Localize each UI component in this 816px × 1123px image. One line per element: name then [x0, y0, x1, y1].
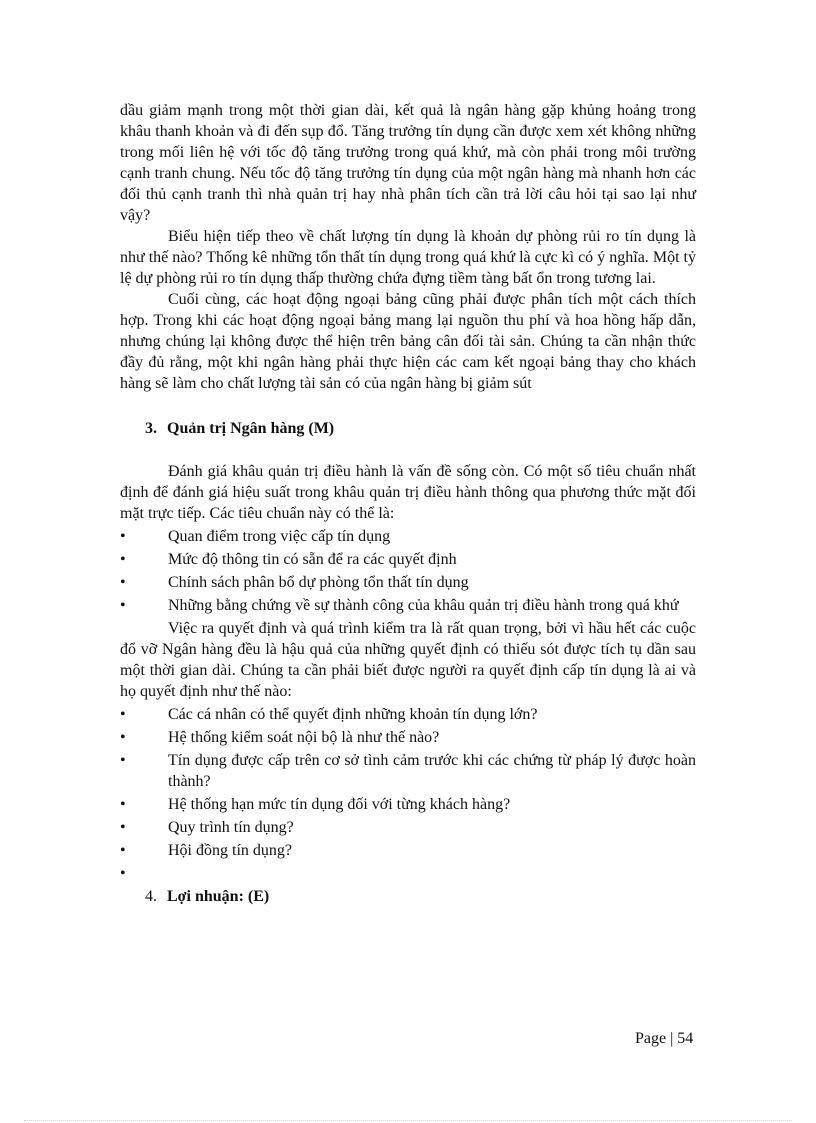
list-item: • Các cá nhân có thể quyết định những khoản tín dụng lớn? [120, 706, 538, 723]
questions-list [120, 704, 696, 884]
bullet-icon: • [120, 551, 126, 568]
paragraph-credit-provision: Biểu hiện tiếp theo về chất lượng tín dụng là khoản dự phòng rủi ro tín dụng là như thế nào? Thống kê những tổn thất tín dụng trong quá khứ là cực kì có ý nghĩa. Một tỷ lệ dự phòng rủi ro tín dụng thấp thường chứa đựng tiềm tàng bất ổn trong tương lai. [120, 228, 696, 287]
page-number-footer: Page | 54 [635, 1030, 694, 1047]
criteria-list [120, 526, 696, 616]
list-item: • Chính sách phân bổ dự phòng tổn thất tín dụng [120, 574, 469, 591]
bullet-icon: • [120, 842, 126, 859]
list-item [120, 863, 696, 884]
bullet-icon: • [120, 597, 126, 614]
intro-paragraph: dầu giảm mạnh trong một thời gian dài, kết quả là ngân hàng gặp khủng hoảng trong khâu thanh khoản và đi đến sụp đổ. Tăng trưởng tín dụng cần được xem xét không những trong mối liên hệ với tốc độ tăng trưởng trong quá khứ, mà còn phải trong môi trường cạnh tranh chung. Nếu tốc độ tăng trưởng tín dụng của một ngân hàng mà nhanh hơn các đối thủ cạnh tranh thì nhà quản trị hay nhà phân tích cần trả lời câu hỏi tại sao lại như vậy? [120, 102, 696, 224]
section-4-heading [145, 886, 696, 907]
section-4-title: Lợi nhuận: (E) [167, 888, 270, 905]
section-4-number: 4. [145, 888, 157, 905]
paragraph-off-balance: Cuối cùng, các hoạt động ngoại bảng cũng phải được phân tích một cách thích hợp. Trong khi các hoạt động ngoại bảng mang lại nguồn thu phí và hoa hồng hấp dẫn, nhưng chúng lại không được thể hiện trên bảng cân đối tài sản. Chúng ta cần nhận thức đầy đủ rằng, một khi ngân hàng phải thực hiện các cam kết ngoại bảng thay cho khách hàng sẽ làm cho chất lượng tài sản có của ngân hàng bị giảm sút [120, 291, 696, 392]
bullet-icon: • [120, 528, 126, 545]
section-3-number: 3. [145, 420, 157, 437]
section-3-paragraph-1: Đánh giá khâu quản trị điều hành là vấn đề sống còn. Có một số tiêu chuẩn nhất định để đánh giá hiệu suất trong khâu quản trị điều hành thông qua phương thức mặt đối mặt trực tiếp. Các tiêu chuẩn này có thể là: [120, 463, 696, 522]
section-3-paragraph-2: Việc ra quyết định và quá trình kiểm tra là rất quan trọng, bởi vì hầu hết các cuộc đổ vỡ Ngân hàng đều là hậu quả của những quyết định có thiếu sót được tích tụ dần sau một thời gian dài. Chúng ta cần phải biết được người ra quyết định cấp tín dụng là ai và họ quyết định như thế nào: [120, 620, 696, 700]
bullet-icon: • [120, 706, 126, 723]
page-bottom-divider [24, 1120, 792, 1121]
list-item: • Mức độ thông tin có sẵn để ra các quyết định [120, 551, 457, 568]
bullet-icon: • [120, 865, 126, 882]
list-item: • Quy trình tín dụng? [120, 819, 294, 836]
document-body [120, 100, 696, 907]
bullet-icon: • [120, 796, 126, 813]
list-item: • Tín dụng được cấp trên cơ sở tình cảm trước khi các chứng từ pháp lý được hoàn thành? [120, 752, 696, 790]
bullet-icon: • [120, 819, 126, 836]
list-item: • Quan điểm trong việc cấp tín dụng [120, 528, 391, 545]
bullet-icon: • [120, 574, 126, 591]
list-item: • Hệ thống hạn mức tín dụng đối với từng khách hàng? [120, 796, 511, 813]
list-item: • Hệ thống kiểm soát nội bộ là như thế nào? [120, 729, 440, 746]
list-item: • Hội đồng tín dụng? [120, 842, 292, 859]
section-3-title: Quản trị Ngân hàng (M) [167, 420, 335, 437]
bullet-icon: • [120, 729, 126, 746]
section-3-heading [145, 418, 696, 439]
bullet-icon: • [120, 752, 126, 769]
list-item: • Những bằng chứng về sự thành công của khâu quản trị điều hành trong quá khứ [120, 597, 679, 614]
